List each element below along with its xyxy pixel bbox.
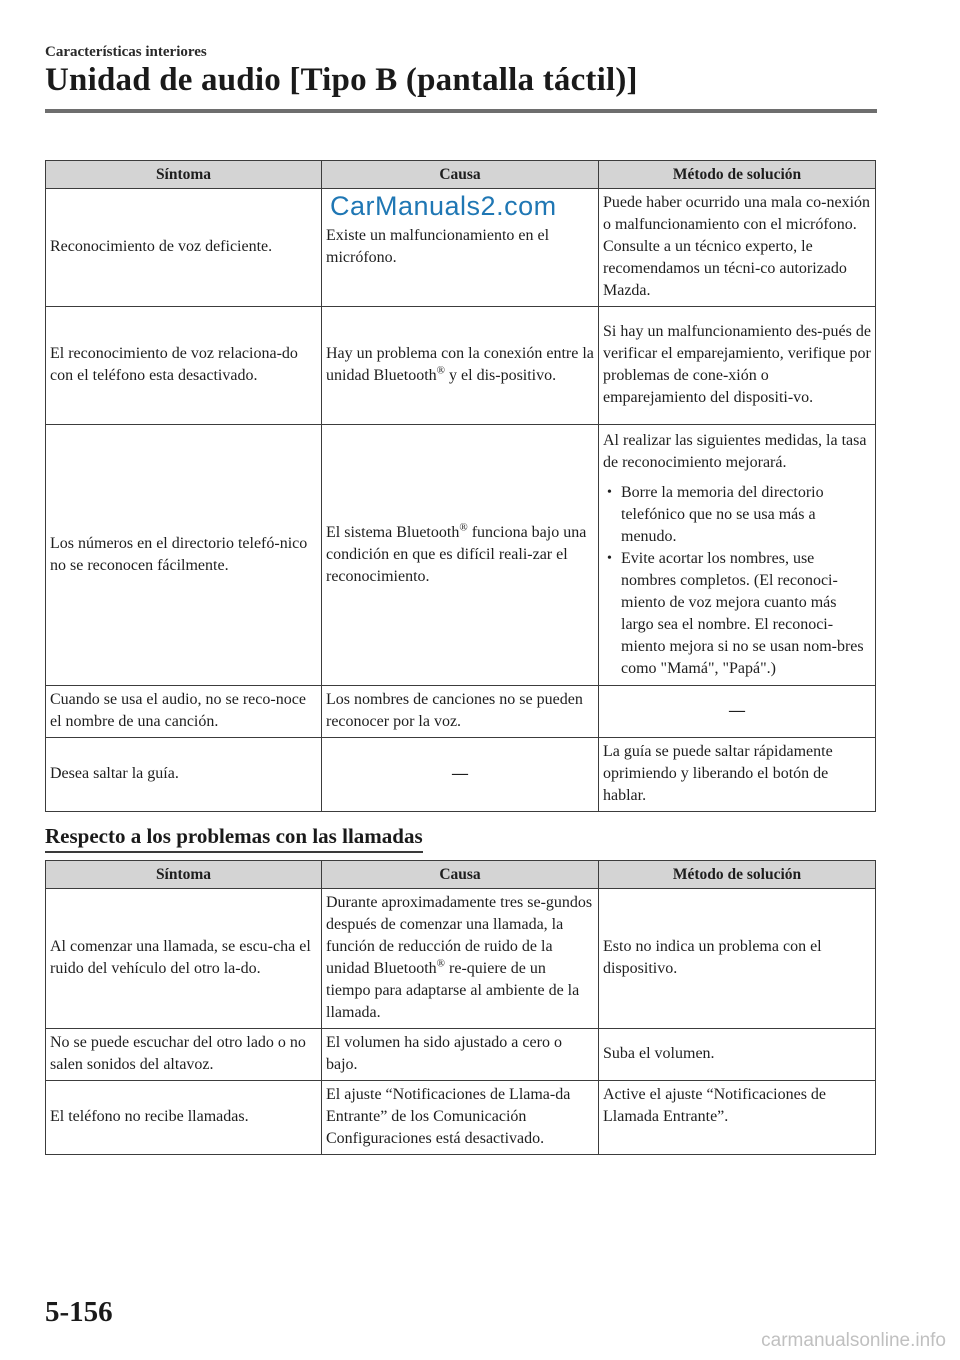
solution-cell: Active el ajuste “Notificaciones de Llamada Entrante”.	[599, 1081, 876, 1155]
list-item	[603, 548, 871, 680]
column-header-cause: Causa	[322, 161, 599, 189]
solution-cell: Si hay un malfuncionamiento des-pués de verificar el emparejamiento, verifique por problemas de cone-xión o emparejamiento del dispositi-vo.	[599, 307, 876, 425]
footer-watermark: carmanualsonline.info	[761, 1330, 946, 1351]
cause-cell	[322, 425, 599, 686]
symptom-cell: Desea saltar la guía.	[46, 738, 322, 812]
solution-cell: La guía se puede saltar rápidamente oprimiendo y liberando el botón de hablar.	[599, 738, 876, 812]
table-row	[46, 425, 876, 686]
cause-cell: Los nombres de canciones no se pueden reconocer por la voz.	[322, 686, 599, 738]
watermark-logo: CarManuals2.com	[330, 191, 557, 221]
cause-cell	[322, 307, 599, 425]
table-row	[46, 307, 876, 425]
solution-cell	[599, 425, 876, 686]
bullet-icon: •	[607, 484, 612, 500]
symptom-cell: Cuando se usa el audio, no se reco-noce el nombre de una canción.	[46, 686, 322, 738]
voice-recognition-troubleshooting-table	[45, 160, 876, 812]
bullet-text: Borre la memoria del directorio telefónico que no se usa más a menudo.	[621, 483, 824, 545]
symptom-cell: Los números en el directorio telefó-nico no se reconocen fácilmente.	[46, 425, 322, 686]
section-heading: Respecto a los problemas con las llamadas	[45, 824, 423, 853]
cause-text-continued: funciona bajo una condición en que es difícil reali-zar el reconocimiento.	[326, 523, 587, 585]
solution-bullet-list	[603, 482, 871, 680]
solution-cell: Suba el volumen.	[599, 1029, 876, 1081]
cause-text: El sistema Bluetooth	[326, 523, 460, 541]
page-number: 5-156	[45, 1296, 113, 1328]
table-row	[46, 738, 876, 812]
cause-cell	[322, 889, 599, 1029]
list-item	[603, 482, 871, 548]
symptom-cell: No se puede escuchar del otro lado o no salen sonidos del altavoz.	[46, 1029, 322, 1081]
column-header-solution: Método de solución	[599, 161, 876, 189]
cause-cell: El volumen ha sido ajustado a cero o bajo.	[322, 1029, 599, 1081]
bullet-icon: •	[607, 550, 612, 566]
solution-cell: Puede haber ocurrido una mala co-nexión o malfuncionamiento con el micrófono. Consulte a un técnico experto, le recomendamos un técni-co autorizado Mazda.	[599, 189, 876, 307]
symptom-cell: El reconocimiento de voz relaciona-do con el teléfono esta desactivado.	[46, 307, 322, 425]
column-header-symptom: Síntoma	[46, 161, 322, 189]
column-header-cause: Causa	[322, 861, 599, 889]
bullet-text: Evite acortar los nombres, use nombres completos. (El reconoci-miento de voz mejora cuanto más largo sea el nombre. El reconoci-miento mejora si no se usan nom-bres como "Mamá", "Papá".)	[621, 549, 864, 677]
cause-cell-empty: —	[322, 738, 599, 812]
table-header-row	[46, 861, 876, 889]
call-troubleshooting-table	[45, 860, 876, 1155]
page-title: Unidad de audio [Tipo B (pantalla táctil)]	[45, 62, 638, 98]
column-header-symptom: Síntoma	[46, 861, 322, 889]
cause-cell: El ajuste “Notificaciones de Llama-da Entrante” de los Comunicación Configuraciones está desactivado.	[322, 1081, 599, 1155]
table-row	[46, 1081, 876, 1155]
registered-mark: ®	[459, 521, 468, 534]
column-header-solution: Método de solución	[599, 861, 876, 889]
registered-mark: ®	[436, 957, 446, 970]
table-row	[46, 1029, 876, 1081]
registered-mark: ®	[436, 364, 446, 377]
table-row	[46, 686, 876, 738]
symptom-cell: Reconocimiento de voz deficiente.	[46, 189, 322, 307]
symptom-cell: Al comenzar una llamada, se escu-cha el ruido del vehículo del otro la-do.	[46, 889, 322, 1029]
table-header-row	[46, 161, 876, 189]
cause-text-continued: y el dis-positivo.	[445, 367, 557, 384]
solution-cell-empty: —	[599, 686, 876, 738]
solution-cell: Esto no indica un problema con el dispositivo.	[599, 889, 876, 1029]
cause-text-continued: re-quiere de un tiempo para adaptarse al ambiente de la llamada.	[326, 960, 580, 1021]
table-row	[46, 889, 876, 1029]
header-divider	[45, 109, 877, 113]
symptom-cell: El teléfono no recibe llamadas.	[46, 1081, 322, 1155]
cause-text: Hay un problema con la conexión entre la unidad Bluetooth	[326, 345, 594, 384]
cause-text: Durante aproximadamente tres se-gundos después de comenzar una llamada, la función de reducción de ruido de la unidad Bluetooth	[326, 894, 593, 977]
section-label: Características interiores	[45, 44, 207, 60]
solution-intro: Al realizar las siguientes medidas, la tasa de reconocimiento mejorará.	[603, 431, 867, 471]
cause-cell: Existe un malfuncionamiento en el micrófono.	[322, 189, 599, 307]
